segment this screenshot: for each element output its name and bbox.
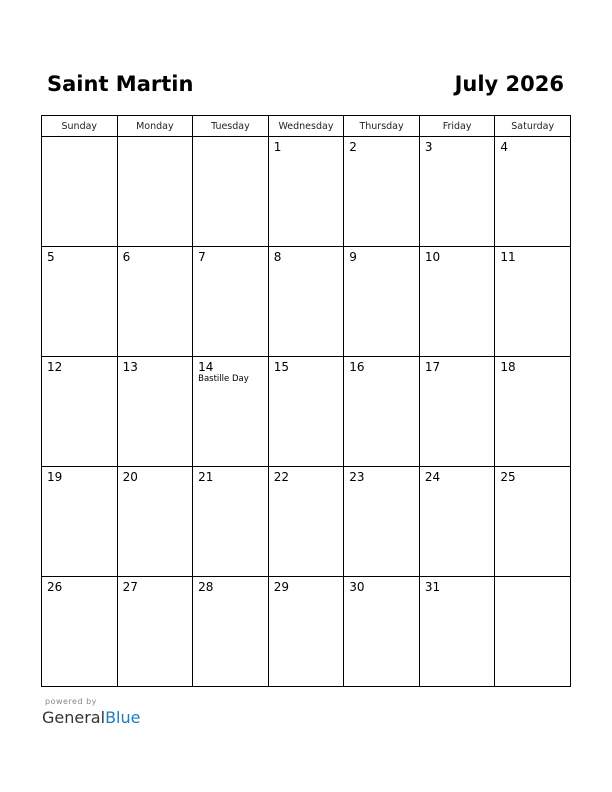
day-cell: [495, 137, 571, 247]
calendar-week-row: [42, 577, 571, 687]
day-cell: [42, 247, 118, 357]
empty-day-cell: [117, 137, 193, 247]
brand-logo-general: General: [42, 708, 106, 727]
day-cell: [344, 357, 420, 467]
day-number: 3: [424, 140, 433, 154]
day-cell: [117, 467, 193, 577]
day-cell: [117, 577, 193, 687]
day-number: 2: [349, 140, 357, 154]
day-cell: [193, 467, 269, 577]
weekday-header-row: [42, 116, 571, 137]
calendar-month-title: July 2026: [454, 72, 564, 96]
calendar-week-row: [42, 467, 571, 577]
day-cell: [495, 357, 571, 467]
day-number: 19: [47, 470, 63, 484]
day-number: 10: [424, 250, 441, 264]
day-number: 31: [424, 580, 441, 594]
day-cell: [268, 137, 344, 247]
day-cell: [419, 137, 495, 247]
footer-branding: [42, 697, 140, 728]
day-number: 8: [273, 250, 282, 264]
calendar-grid: [41, 115, 571, 687]
day-cell: [42, 357, 118, 467]
day-number: 28: [198, 580, 214, 594]
day-number: 9: [349, 250, 357, 264]
day-cell: [419, 357, 495, 467]
day-cell: [344, 247, 420, 357]
empty-day-cell: [193, 137, 269, 247]
calendar-weeks: [42, 137, 571, 687]
weekday-header: Friday: [419, 116, 495, 137]
day-cell: [419, 577, 495, 687]
day-cell: [117, 357, 193, 467]
day-number: 4: [500, 140, 509, 154]
calendar-region-title: Saint Martin: [47, 72, 194, 96]
empty-day-cell: [495, 577, 571, 687]
day-number: 26: [47, 580, 63, 594]
weekday-header: Wednesday: [268, 116, 344, 137]
day-number: 20: [122, 470, 138, 484]
calendar-week-row: [42, 357, 571, 467]
day-number: 29: [273, 580, 289, 594]
day-number: 18: [500, 360, 516, 374]
day-number: 16: [349, 360, 365, 374]
day-cell: [268, 247, 344, 357]
day-cell: [117, 247, 193, 357]
brand-logo-blue: Blue: [105, 708, 141, 727]
day-cell: [344, 137, 420, 247]
calendar-week-row: [42, 137, 571, 247]
day-cell: [495, 467, 571, 577]
day-number: 6: [122, 250, 131, 264]
holiday-label: Bastille Day: [198, 374, 249, 384]
day-cell: [42, 577, 118, 687]
day-number: 30: [349, 580, 365, 594]
weekday-header: Tuesday: [193, 116, 269, 137]
calendar-week-row: [42, 247, 571, 357]
day-cell: [268, 357, 344, 467]
day-number: 14: [198, 360, 214, 374]
brand-logo: [42, 708, 140, 728]
day-cell: [42, 467, 118, 577]
day-number: 5: [47, 250, 55, 264]
day-number: 23: [349, 470, 365, 484]
day-cell: [495, 247, 571, 357]
day-number: 27: [122, 580, 138, 594]
day-cell: [193, 247, 269, 357]
weekday-header: Sunday: [42, 116, 118, 137]
day-cell: [268, 577, 344, 687]
day-number: 12: [47, 360, 63, 374]
day-number: 1: [273, 140, 282, 154]
day-number: 25: [500, 470, 516, 484]
day-cell: [419, 247, 495, 357]
weekday-header: Thursday: [344, 116, 420, 137]
day-cell: [419, 467, 495, 577]
day-number: 15: [273, 360, 289, 374]
powered-by-text: powered by: [45, 697, 97, 706]
day-number: 7: [198, 250, 206, 264]
day-number: 24: [424, 470, 441, 484]
day-number: 17: [424, 360, 441, 374]
day-cell: [193, 577, 269, 687]
day-number: 11: [500, 250, 516, 264]
day-number: 22: [273, 470, 289, 484]
day-cell: [193, 357, 269, 467]
weekday-header: Monday: [117, 116, 193, 137]
day-cell: [344, 467, 420, 577]
day-cell: [268, 467, 344, 577]
day-cell: [344, 577, 420, 687]
day-number: 13: [122, 360, 138, 374]
weekday-header: Saturday: [495, 116, 571, 137]
day-number: 21: [198, 470, 214, 484]
empty-day-cell: [42, 137, 118, 247]
